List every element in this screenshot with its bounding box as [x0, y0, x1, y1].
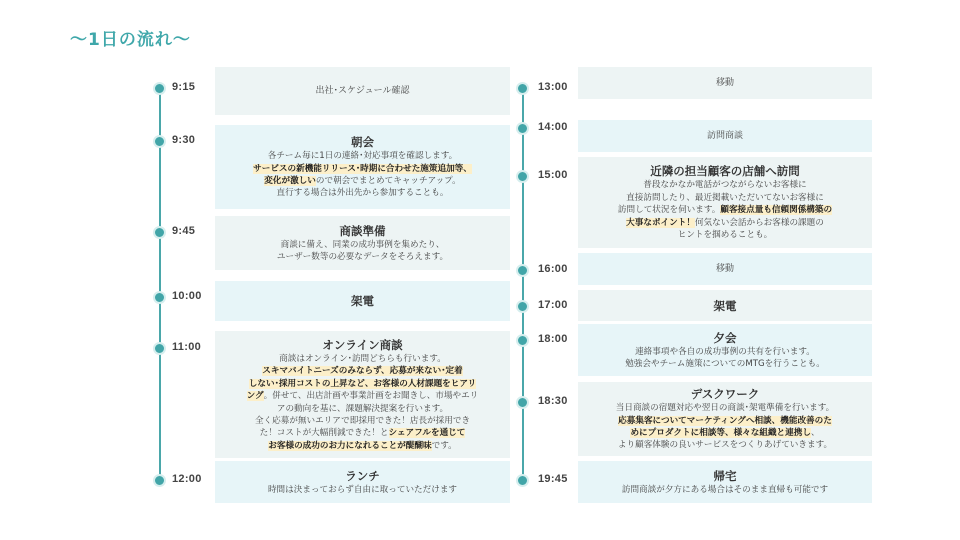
highlight-text: 大事なポイント！ — [626, 217, 695, 228]
description-line — [277, 187, 449, 199]
schedule-title: 架電 — [351, 294, 374, 308]
description-line — [622, 484, 828, 496]
schedule-label: 移動 — [715, 263, 734, 274]
description-line — [635, 346, 815, 358]
description-line — [260, 427, 466, 439]
time-label: 18:00 — [538, 333, 568, 345]
timeline-dot — [153, 474, 166, 487]
schedule-card — [578, 324, 872, 376]
schedule-card — [578, 290, 872, 321]
schedule-label: 出社･スケジュール確認 — [315, 85, 410, 96]
time-label: 9:45 — [172, 225, 196, 237]
time-label: 16:00 — [538, 263, 568, 275]
highlight-text: 顧客接点量も信頼関係構築の — [720, 205, 833, 216]
timeline-dot — [516, 82, 529, 95]
timeline-dot — [516, 300, 529, 313]
schedule-card — [215, 67, 510, 115]
schedule-title: 近隣の担当顧客の店舗へ訪問 — [650, 164, 800, 179]
time-label: 14:00 — [538, 121, 568, 133]
timeline-dot — [153, 226, 166, 239]
description-text: ヒントを掴めることも。 — [677, 230, 773, 241]
description-line — [268, 484, 457, 496]
description-text: 普段なかなか電話がつながらないお客様に — [643, 180, 807, 191]
description-text: 訪問して状況を伺います。 — [617, 205, 721, 216]
time-label: 10:00 — [172, 290, 202, 302]
description-line — [277, 403, 448, 415]
description-text: 直行する場合は外出先から参加することも。 — [276, 188, 449, 199]
description-text: 商談はオンライン･訪問どちらも行います。 — [279, 353, 446, 364]
highlight-text: サービスの新機能リリース･時期に合わせた施策追加等、 — [253, 163, 472, 174]
description-line — [678, 229, 773, 241]
description-line — [643, 179, 806, 191]
description-text: ユーザー数等の必要なデータをそろえます。 — [276, 252, 449, 262]
description-line — [264, 175, 460, 187]
description-line — [277, 251, 448, 263]
description-text: 勉強会やチーム施策についてのMTGを行うことも。 — [625, 359, 825, 369]
description-line — [268, 150, 458, 162]
time-label: 17:00 — [538, 299, 568, 311]
highlight-text: 応募集客についてマーケティングへ相談、機能改善のた — [618, 415, 832, 426]
timeline-dot — [153, 82, 166, 95]
schedule-title: 夕会 — [713, 330, 737, 345]
description-text: です。 — [431, 440, 457, 451]
description-line — [616, 402, 834, 414]
time-label: 19:45 — [538, 473, 568, 485]
timeline-dot — [516, 474, 529, 487]
description-line — [255, 415, 470, 427]
page-title: 〜1日の流れ〜 — [70, 30, 191, 50]
description-text: アの動向を基に、課題解決提案を行います。 — [276, 403, 449, 414]
highlight-text: スキマバイトニーズのみならず、応募が来ない･定着 — [262, 366, 463, 377]
time-label: 15:00 — [538, 169, 568, 181]
timeline-dot — [153, 342, 166, 355]
schedule-card — [578, 382, 872, 456]
timeline-dot — [153, 291, 166, 304]
description-text: 連絡事項や各自の成功事例の共有を行います。 — [635, 346, 815, 357]
time-label: 11:00 — [172, 341, 202, 353]
schedule-label: 移動 — [715, 77, 734, 88]
description-text: より顧客体験の良いサービスをつくりあげていきます。 — [617, 440, 833, 451]
schedule-title: 架電 — [713, 298, 737, 313]
time-label: 9:30 — [172, 134, 196, 146]
timeline-dot — [516, 334, 529, 347]
description-text: 時間は決まっておらず自由に取っていただけます — [267, 484, 458, 495]
schedule-card — [578, 157, 872, 248]
description-text: 商談に備え、同業の成功事例を集めたり、 — [280, 239, 445, 250]
time-label: 18:30 — [538, 395, 568, 407]
description-text: ので朝会でまとめてキャッチアップ。 — [315, 176, 461, 186]
highlight-text: ング — [246, 391, 264, 402]
description-line — [630, 427, 819, 439]
description-text: 訪問商談が夕方にある場合はそのまま直帰も可能です — [621, 484, 829, 495]
timeline-dot — [516, 122, 529, 135]
timeline-dot — [516, 264, 529, 277]
schedule-card — [215, 281, 510, 321]
schedule-card — [578, 461, 872, 503]
description-text: 直接訪問したり、最近掲載いただいてないお客様に — [626, 192, 824, 203]
time-label: 9:15 — [172, 81, 196, 93]
schedule-title: オンライン商談 — [322, 337, 403, 352]
highlight-text: しない･採用コストの上昇など、お客様の人材課題をヒアリ — [248, 378, 477, 389]
description-line — [279, 353, 446, 365]
description-text: 当日商談の宿題対応や翌日の商談･架電準備を行います。 — [615, 403, 835, 414]
description-text: 、 — [810, 428, 820, 438]
schedule-card — [215, 216, 510, 270]
description-line — [625, 358, 825, 370]
highlight-text: めにプロダクトに相談等、様々な組織と連携し — [630, 428, 811, 438]
description-text: た！コストが大幅削減できた！と — [259, 428, 389, 439]
schedule-title: デスクワーク — [690, 387, 760, 402]
highlight-text: 変化が激しい — [264, 176, 316, 186]
schedule-card — [578, 67, 872, 99]
schedule-card — [215, 331, 510, 458]
description-line — [618, 204, 832, 216]
description-text: 各チーム毎に1日の連絡･対応事項を確認します。 — [267, 151, 458, 162]
schedule-title: 商談準備 — [339, 223, 386, 238]
description-line — [618, 415, 832, 427]
description-line — [626, 192, 824, 204]
time-label: 13:00 — [538, 81, 568, 93]
highlight-text: お客様の成功のお力になれることが醍醐味 — [268, 440, 432, 451]
schedule-card — [215, 461, 510, 503]
schedule-title: ランチ — [345, 468, 380, 483]
time-label: 12:00 — [172, 473, 202, 485]
description-line — [281, 239, 445, 251]
schedule-card — [215, 125, 510, 209]
schedule-label: 訪問商談 — [706, 130, 743, 141]
description-line — [253, 163, 472, 175]
schedule-title: 朝会 — [351, 135, 374, 150]
timeline-dot — [516, 170, 529, 183]
description-line — [626, 217, 824, 229]
description-line — [247, 390, 479, 402]
timeline-line-right — [522, 88, 524, 482]
timeline-dot — [516, 396, 529, 409]
schedule-card — [578, 120, 872, 152]
highlight-text: シェアフルを通じて — [388, 428, 466, 439]
description-line — [249, 378, 476, 390]
description-line — [268, 440, 456, 452]
schedule-card — [578, 253, 872, 285]
description-text: 何気ない会話からお客様の課題の — [694, 217, 824, 228]
timeline-dot — [153, 135, 166, 148]
description-line — [262, 365, 462, 377]
schedule-title: 帰宅 — [713, 468, 737, 483]
description-text: 。併せて、出店計画や事業計画をお聞きし、市場やエリ — [263, 391, 479, 402]
description-text: 全く応募が無いエリアで即採用できた！店長が採用でき — [254, 415, 471, 426]
description-line — [618, 439, 832, 451]
